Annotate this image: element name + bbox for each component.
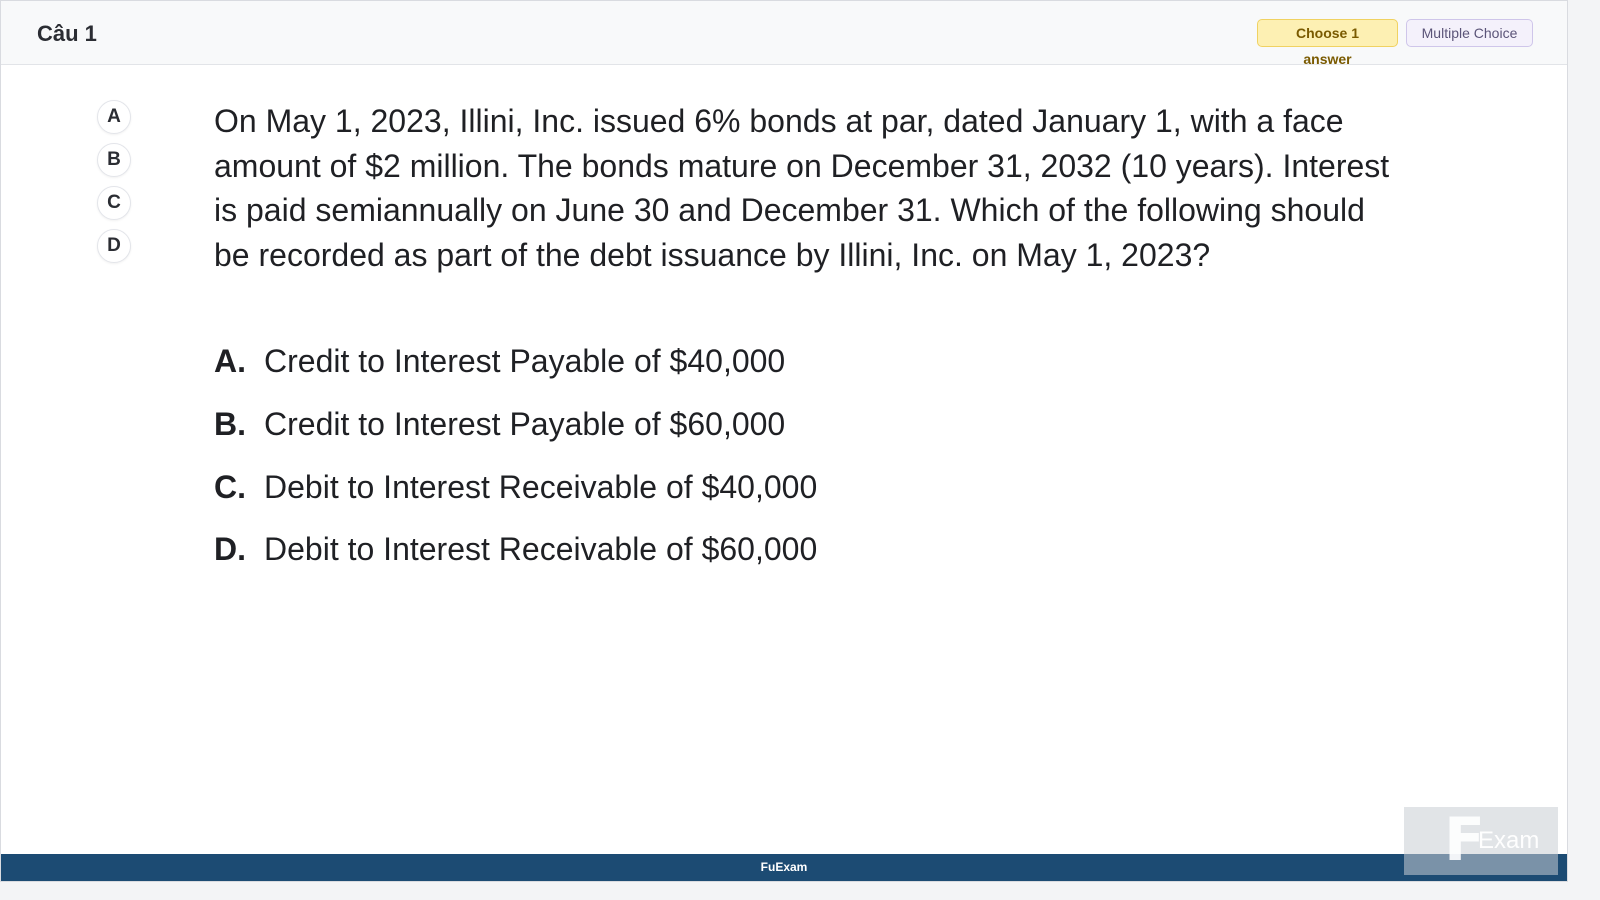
option-b [214,406,785,443]
answer-button-d[interactable]: D [97,229,131,263]
option-text: Credit to Interest Payable of $40,000 [264,343,786,379]
option-c [214,469,817,506]
option-letter: D. [214,531,246,567]
question-text: On May 1, 2023, Illini, Inc. issued 6% bonds at par, dated January 1, with a face amount of $2 million. The bonds mature on December 31, 2032 (10 years). Interest is paid semiannually on June 30 and December 31. Which of the following should be recorded as part of the debt issuance by Illini, Inc. on May 1, 2023? [214,103,1390,273]
question-number: Câu 1 [37,21,97,46]
option-a [214,343,785,380]
option-letter: C. [214,469,246,505]
option-text: Debit to Interest Receivable of $60,000 [264,531,818,567]
question-header [1,1,1567,65]
answer-button-c[interactable]: C [97,186,131,220]
answer-button-b[interactable]: B [97,143,131,177]
option-letter: B. [214,406,246,442]
option-letter: A. [214,343,246,379]
option-d [214,531,817,568]
footer-bar [1,854,1567,881]
footer-brand: FuExam [760,860,808,874]
logo-text: Exam [1478,827,1540,854]
logo-mark: F [1444,805,1485,875]
question-type-badge: Multiple Choice [1406,19,1533,47]
answer-button-a[interactable]: A [97,100,131,134]
choose-answer-badge: Choose 1 answer [1257,19,1398,47]
option-text: Debit to Interest Receivable of $40,000 [264,469,818,505]
option-text: Credit to Interest Payable of $60,000 [264,406,786,442]
fuexam-watermark-logo [1404,807,1558,875]
